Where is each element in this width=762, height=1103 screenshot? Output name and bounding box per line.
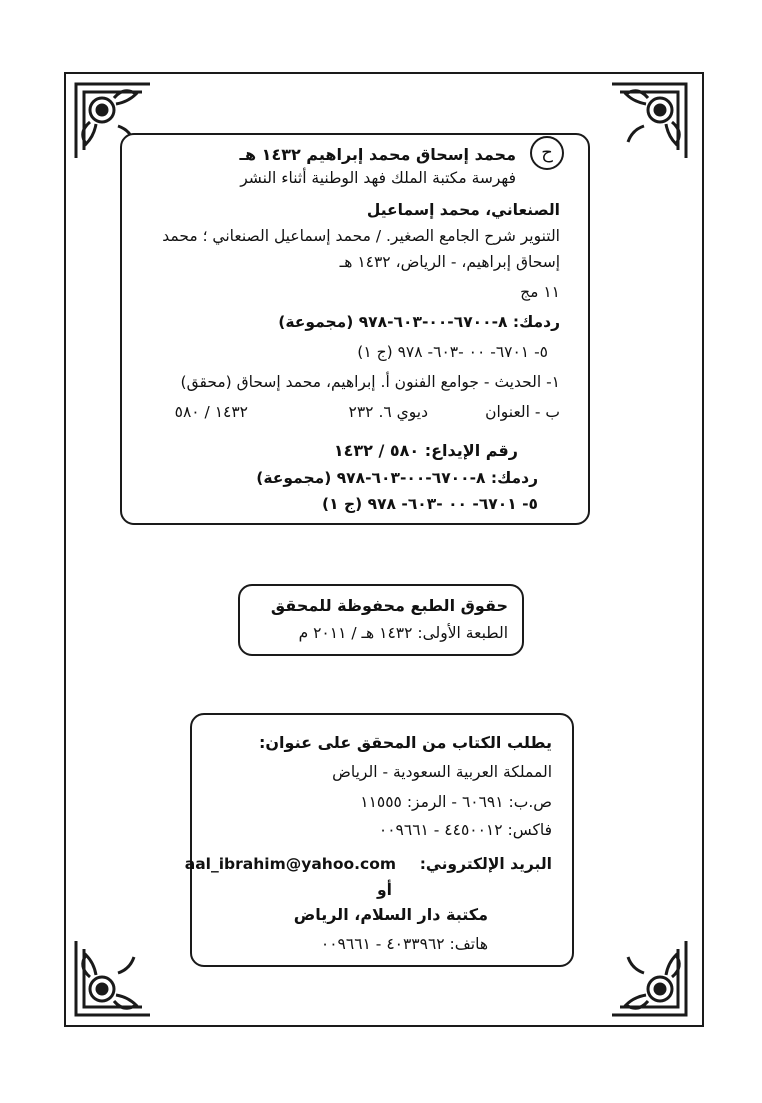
catalog-publisher-line: إسحاق إبراهيم، - الرياض، ١٤٣٢ هـ — [339, 253, 560, 271]
copyright-hah-symbol: ح — [530, 136, 564, 170]
email-link[interactable]: aal_ibrahim@yahoo.com — [184, 855, 396, 873]
deposit-isbn-set: ردمك: ٨-٦٧٠٠-٠٠-٦٠٣-٩٧٨ (مجموعة) — [256, 469, 538, 487]
rights-box — [238, 584, 524, 656]
library-name: مكتبة دار السلام، الرياض — [293, 905, 488, 924]
contact-box — [184, 713, 574, 967]
corner-ornament-bottom-left-icon — [68, 933, 158, 1023]
catalog-isbn-volume: ٥- ٦٧٠١- ٠٠ -٦٠٣- ٩٧٨ (ج ١) — [357, 343, 548, 361]
catalog-author-name: الصنعاني، محمد إسماعيل — [366, 201, 560, 219]
catalog-author-year: محمد إسحاق محمد إبراهيم ١٤٣٢ هـ — [239, 145, 516, 164]
po-box-line: ص.ب: ٦٠٦٩١ - الرمز: ١١٥٥٥ — [360, 793, 552, 811]
catalog-title-line: التنوير شرح الجامع الصغير. / محمد إسماعيل الصنعاني ؛ محمد — [162, 227, 560, 245]
country-line: المملكة العربية السعودية - الرياض — [332, 763, 552, 781]
corner-ornament-top-right-icon — [604, 76, 694, 166]
catalog-dewey: ديوي ٦. ٢٣٢ — [348, 403, 428, 421]
deposit-isbn-volume: ٥- ٦٧٠١- ٠٠ -٦٠٣- ٩٧٨ (ج ١) — [321, 495, 538, 513]
phone-line: هاتف: ٤٠٣٣٩٦٢ - ٠٠٩٦٦١ — [320, 935, 488, 953]
catalog-isbn-set: ردمك: ٨-٦٧٠٠-٠٠-٦٠٣-٩٧٨ (مجموعة) — [278, 313, 560, 331]
deposit-number: رقم الإيداع: ٥٨٠ / ١٤٣٢ — [333, 441, 518, 460]
catalog-dewey-number: ١٤٣٢ / ٥٨٠ — [174, 403, 248, 421]
rights-reserved: حقوق الطبع محفوظة للمحقق — [270, 596, 508, 615]
email-label: البريد الإلكتروني: — [419, 855, 552, 873]
catalog-title-entry: ب - العنوان — [485, 403, 560, 421]
cataloging-box — [120, 133, 590, 525]
catalog-subject: ١- الحديث - جوامع الفنون أ. إبراهيم، محمد إسحاق (محقق) — [180, 373, 560, 391]
or-separator: أو — [377, 881, 392, 899]
fax-line: فاكس: ٤٤٥٠٠١٢ - ٠٠٩٦٦١ — [378, 821, 552, 839]
catalog-volumes: ١١ مج — [520, 283, 560, 301]
corner-ornament-bottom-right-icon — [604, 933, 694, 1023]
catalog-fahd-library: فهرسة مكتبة الملك فهد الوطنية أثناء النشر — [240, 169, 516, 187]
order-heading: يطلب الكتاب من المحقق على عنوان: — [259, 733, 552, 752]
edition-info: الطبعة الأولى: ١٤٣٢ هـ / ٢٠١١ م — [298, 624, 508, 642]
